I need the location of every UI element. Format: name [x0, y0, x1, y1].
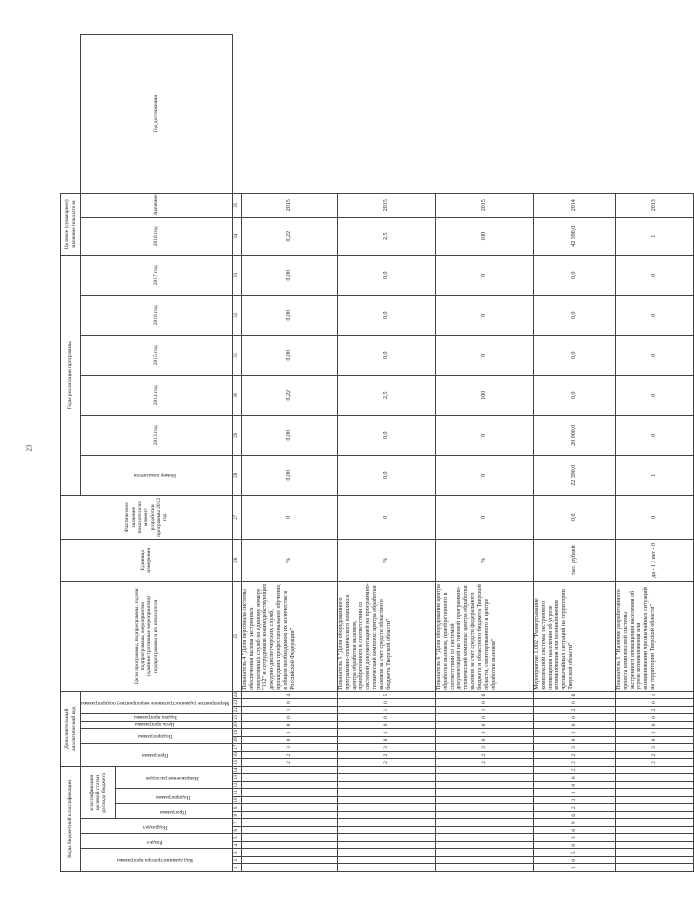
code-cell	[615, 819, 693, 827]
header-admin-code: Код администратора программы	[81, 849, 233, 872]
row-year-value-cell: 0	[615, 375, 693, 415]
code-cell	[435, 812, 533, 820]
col-number: 21	[232, 714, 241, 722]
col-number: 14	[232, 766, 241, 774]
code-cell: 1	[533, 729, 615, 737]
code-cell	[615, 849, 693, 857]
code-cell: 1	[241, 706, 337, 714]
header-budget-group: Коды бюджетной классификации	[61, 766, 81, 871]
code-cell: 2	[533, 759, 615, 767]
code-cell	[241, 797, 337, 805]
code-cell: 2	[533, 766, 615, 774]
col-number: 9	[232, 804, 241, 812]
header-year-2015: 2015 год	[81, 335, 233, 375]
row-final-value-cell: 100	[435, 217, 533, 255]
code-cell	[435, 849, 533, 857]
code-cell: 0	[533, 842, 615, 850]
col-number: 15	[232, 759, 241, 767]
header-dop-group: Дополнительный аналитический код	[61, 691, 81, 766]
col-number: 3	[232, 849, 241, 857]
col-number: 1	[232, 864, 241, 872]
row-fact-cell: 0	[337, 495, 435, 539]
code-cell: 0	[241, 721, 337, 729]
code-cell	[337, 774, 435, 782]
code-cell: 5	[337, 691, 435, 699]
code-cell: 0	[533, 736, 615, 744]
code-cell	[337, 857, 435, 865]
header-dop-programma: Программа	[81, 744, 233, 767]
code-cell	[337, 819, 435, 827]
col-number: 6	[232, 827, 241, 835]
code-cell: 2	[533, 706, 615, 714]
code-cell	[337, 812, 435, 820]
code-cell: 3	[533, 834, 615, 842]
row-year-value-cell: 0,0	[337, 255, 435, 295]
code-cell: 1	[533, 789, 615, 797]
row-final-year-cell: 2015	[241, 193, 337, 217]
row-final-value-cell: 1	[615, 217, 693, 255]
code-cell	[241, 849, 337, 857]
code-cell: 2	[533, 804, 615, 812]
row-year-value-cell: 0	[435, 335, 533, 375]
col-number: 25	[232, 581, 241, 691]
code-cell	[337, 766, 435, 774]
code-cell	[337, 849, 435, 857]
code-cell: 0	[533, 827, 615, 835]
table-row	[615, 35, 693, 872]
code-cell	[615, 782, 693, 790]
code-cell: 0	[533, 774, 615, 782]
code-cell: 3	[533, 797, 615, 805]
code-cell	[615, 797, 693, 805]
code-cell: 0	[241, 699, 337, 707]
code-cell: 0	[533, 782, 615, 790]
code-cell	[435, 774, 533, 782]
header-name: Цели программы, подпрограммы, задачи подпрограммы, мероприятия (административные мероприятия) подпрограммы и их показатели	[61, 581, 233, 691]
row-year-value-cell: 0,0	[533, 335, 615, 375]
row-year-value-cell: 0,0	[533, 255, 615, 295]
row-final-value-cell: 42 390,0	[533, 217, 615, 255]
code-cell: 3	[435, 744, 533, 752]
header-year-2013: 2013 год	[81, 415, 233, 455]
row-unit-cell: да - 1 / нет - 0	[615, 539, 693, 581]
code-cell	[615, 842, 693, 850]
header-fact: Фактическое значение показателя на момент разработки программы 2012 год	[61, 495, 233, 539]
code-cell: 0	[533, 691, 615, 699]
row-year-value-cell: 22 390,0	[533, 455, 615, 495]
header-napravlenie: Направление расходов	[116, 766, 232, 789]
header-class-group: классификация целевой статьи расхода бюджета	[81, 766, 116, 819]
header-years-group: Годы реализации программы	[61, 255, 81, 495]
code-cell: 0	[533, 721, 615, 729]
row-name-cell: Показатель 1 "Наличие разработанного проекта комплексной системы экстренного оповещения населения об угрозе возникновения или возникновении чрезвычайных ситуаций на территории Тверской области"	[615, 581, 693, 691]
code-cell: 0	[435, 714, 533, 722]
code-cell	[337, 797, 435, 805]
code-cell: 1	[615, 729, 693, 737]
code-cell	[337, 834, 435, 842]
code-cell	[435, 827, 533, 835]
code-cell	[241, 789, 337, 797]
row-fact-cell: 0,0	[533, 495, 615, 539]
row-fact-cell: 0	[615, 495, 693, 539]
code-cell	[337, 804, 435, 812]
code-cell	[615, 834, 693, 842]
row-year-value-cell: 0,0	[337, 415, 435, 455]
row-final-year-cell: 2014	[533, 193, 615, 217]
code-cell	[615, 766, 693, 774]
table-body	[241, 35, 693, 872]
code-cell: 2	[615, 706, 693, 714]
code-cell	[241, 857, 337, 865]
code-cell	[435, 819, 533, 827]
code-cell	[241, 804, 337, 812]
code-cell: 1	[241, 729, 337, 737]
row-year-value-cell: 0	[435, 455, 533, 495]
code-cell	[241, 819, 337, 827]
row-year-value-cell: 0	[615, 295, 693, 335]
table-stage	[60, 34, 658, 872]
row-year-value-cell: 0	[615, 255, 693, 295]
row-year-value-cell: 0,00	[241, 335, 337, 375]
code-cell	[241, 864, 337, 872]
col-number: 20	[232, 721, 241, 729]
col-number: 27	[232, 495, 241, 539]
code-cell: 3	[337, 744, 435, 752]
row-year-value-cell: 0,00	[241, 255, 337, 295]
row-year-value-cell: 2,5	[337, 375, 435, 415]
col-number: 32	[232, 295, 241, 335]
col-number: 8	[232, 812, 241, 820]
code-cell: 0	[435, 699, 533, 707]
table-row	[533, 35, 615, 872]
code-cell	[615, 774, 693, 782]
row-year-value-cell: 0,00	[241, 295, 337, 335]
code-cell: 6	[435, 691, 533, 699]
row-year-value-cell: 1	[615, 455, 693, 495]
col-number: 22	[232, 706, 241, 714]
header-year-2017: 2017 год	[81, 255, 233, 295]
code-cell	[435, 782, 533, 790]
code-cell	[241, 827, 337, 835]
code-cell: 0	[435, 721, 533, 729]
code-cell	[615, 857, 693, 865]
column-numbers-row	[232, 35, 241, 872]
code-cell: 4	[241, 691, 337, 699]
row-year-value-cell: 0,22	[241, 375, 337, 415]
col-number: 11	[232, 789, 241, 797]
row-final-value-cell: 2,5	[337, 217, 435, 255]
col-number: 2	[232, 857, 241, 865]
indicators-table	[60, 34, 694, 872]
code-cell: 9	[533, 819, 615, 827]
col-number: 4	[232, 842, 241, 850]
header-cel: Цель программы	[81, 721, 233, 729]
row-year-value-cell: 0,0	[533, 295, 615, 335]
row-year-value-cell: 0	[615, 415, 693, 455]
col-number: 31	[232, 335, 241, 375]
row-final-year-cell: 2013	[615, 193, 693, 217]
rotated-table-canvas	[60, 34, 658, 872]
col-number: 7	[232, 819, 241, 827]
code-cell	[435, 797, 533, 805]
row-unit-cell: %	[435, 539, 533, 581]
row-unit-cell: %	[337, 539, 435, 581]
row-year-value-cell: 0	[435, 255, 533, 295]
code-cell: 1	[435, 729, 533, 737]
row-final-value-cell: 0,22	[241, 217, 337, 255]
code-cell: 2	[435, 751, 533, 759]
code-cell	[435, 834, 533, 842]
col-number: 26	[232, 539, 241, 581]
header-year-2016: 2016 год	[81, 295, 233, 335]
col-number: 23	[232, 699, 241, 707]
col-number: 13	[232, 774, 241, 782]
col-number: 29	[232, 415, 241, 455]
col-number: 16	[232, 751, 241, 759]
code-cell	[337, 782, 435, 790]
code-cell	[615, 827, 693, 835]
code-cell: 0	[615, 721, 693, 729]
code-cell: 1	[533, 864, 615, 872]
code-cell: 1	[435, 706, 533, 714]
header-podrazdel: Подраздел	[81, 819, 233, 834]
col-number: 34	[232, 217, 241, 255]
code-cell: 2	[337, 751, 435, 759]
code-cell	[241, 842, 337, 850]
header-meropriyatie: Мероприятие (административное мероприятие) подпрограммы	[81, 691, 233, 714]
table-row	[241, 35, 337, 872]
col-number: 5	[232, 834, 241, 842]
col-number: 30	[232, 375, 241, 415]
page-number: 23	[25, 444, 34, 452]
code-cell: 0	[615, 736, 693, 744]
code-cell	[337, 827, 435, 835]
header-final-value: Значение	[81, 193, 233, 217]
code-cell: 1	[337, 706, 435, 714]
code-cell: 2	[615, 751, 693, 759]
row-unit-cell: %	[241, 539, 337, 581]
code-cell	[241, 812, 337, 820]
header-year-2018: 2018 год	[81, 217, 233, 255]
row-year-value-cell: 0,00	[241, 415, 337, 455]
code-cell: 0	[337, 714, 435, 722]
row-fact-cell: 0	[435, 495, 533, 539]
row-year-value-cell: 0,0	[337, 335, 435, 375]
code-cell: 0	[533, 714, 615, 722]
code-cell	[615, 789, 693, 797]
code-cell: 0	[615, 714, 693, 722]
header-nomer: Номер показателя	[81, 455, 233, 495]
row-year-value-cell: 0	[615, 335, 693, 375]
code-cell	[615, 864, 693, 872]
code-cell	[241, 774, 337, 782]
row-name-cell: Показатель 6 "Доля оборудования центра обработки вызовов, приобретенного в соответствии со системой документацией на типовой программно-технический комплекс центра обработки вызовов за счет средств федерального бюджета и областного бюджета Тверской области, смонтированного в центре обработки вызовов"	[435, 581, 533, 691]
header-programma: Программа	[116, 804, 232, 819]
code-cell	[435, 864, 533, 872]
code-cell	[435, 766, 533, 774]
col-number: 33	[232, 255, 241, 295]
col-number: 18	[232, 736, 241, 744]
row-name-cell: Показатель 5 "Доля оборудованного программно-технического комплекса центра обработки вызовов, приобретенного в соответствии со системой документацией на программно-технический комплекс центра обработки вызовов за счет средств областного бюджета Тверской области"	[337, 581, 435, 691]
col-number: 24	[232, 691, 241, 699]
code-cell	[241, 834, 337, 842]
col-number: 10	[232, 797, 241, 805]
col-number: 28	[232, 455, 241, 495]
code-cell: 0	[533, 857, 615, 865]
code-cell: 1	[337, 729, 435, 737]
row-year-value-cell: 0	[435, 415, 533, 455]
code-cell: 3	[533, 744, 615, 752]
header-final-group: Целевое (суммарное) значение показателя	[61, 193, 81, 255]
row-year-value-cell: 0	[435, 295, 533, 335]
code-cell	[337, 842, 435, 850]
code-cell: 0	[241, 714, 337, 722]
row-name-cell: Показатель 4 "Доля персонала системы обеспечения вызова экстренных оперативных служб по единому номеру "112" и сотрудников взаимодействующих дежурно-диспетчерских служб, прошедших профессиональное обучение, в общем необходимом их количестве в Российской Федерации"	[241, 581, 337, 691]
code-cell	[615, 804, 693, 812]
code-cell: 3	[241, 744, 337, 752]
header-podprogramma: Подпрограмма	[116, 789, 232, 804]
row-year-value-cell: 0,0	[533, 375, 615, 415]
row-year-value-cell: 0,0	[337, 455, 435, 495]
code-cell	[615, 812, 693, 820]
row-year-value-cell: 100	[435, 375, 533, 415]
code-cell: 0	[241, 736, 337, 744]
code-cell: 0	[533, 699, 615, 707]
row-fact-cell: 0	[241, 495, 337, 539]
code-cell	[435, 789, 533, 797]
code-cell: 0	[337, 699, 435, 707]
table-row	[435, 35, 533, 872]
code-cell: 2	[241, 751, 337, 759]
row-year-value-cell: 0,0	[337, 295, 435, 335]
code-cell	[435, 842, 533, 850]
code-cell: 5	[533, 849, 615, 857]
code-cell: 0	[615, 699, 693, 707]
code-cell	[435, 804, 533, 812]
col-number: 19	[232, 729, 241, 737]
code-cell: 3	[615, 744, 693, 752]
header-dop-podprogramma: Подпрограмма	[81, 729, 233, 744]
row-final-year-cell: 2015	[337, 193, 435, 217]
header-unit: Единица измерения	[61, 539, 233, 581]
code-cell: 0	[337, 736, 435, 744]
row-unit-cell: тыс. рублей	[533, 539, 615, 581]
col-number: 12	[232, 782, 241, 790]
code-cell	[435, 857, 533, 865]
code-cell	[241, 782, 337, 790]
code-cell	[241, 766, 337, 774]
row-year-value-cell: 0,00	[241, 455, 337, 495]
row-year-value-cell: 20 000,0	[533, 415, 615, 455]
code-cell: 2	[615, 759, 693, 767]
col-number: 17	[232, 744, 241, 752]
table-row	[337, 35, 435, 872]
code-cell: 0	[435, 736, 533, 744]
code-cell: 1	[615, 691, 693, 699]
code-cell: 2	[533, 751, 615, 759]
header-year-2014: 2014 год	[81, 375, 233, 415]
header-final-year: Год достижения	[81, 35, 233, 194]
code-cell: 0	[533, 812, 615, 820]
row-name-cell: Мероприятие 1.002 "Развертывание комплексной системы экстренного оповещения населения об угрозе возникновения или возникновении чрезвычайных ситуаций на территории Тверской области"	[533, 581, 615, 691]
code-cell: 0	[337, 721, 435, 729]
code-cell: 2	[337, 759, 435, 767]
code-cell: 2	[241, 759, 337, 767]
row-final-year-cell: 2015	[435, 193, 533, 217]
code-cell	[337, 864, 435, 872]
code-cell: 2	[435, 759, 533, 767]
header-zadacha: Задача программы	[81, 714, 233, 722]
header-razdel: Раздел	[81, 834, 233, 849]
code-cell	[337, 789, 435, 797]
col-number: 35	[232, 193, 241, 217]
